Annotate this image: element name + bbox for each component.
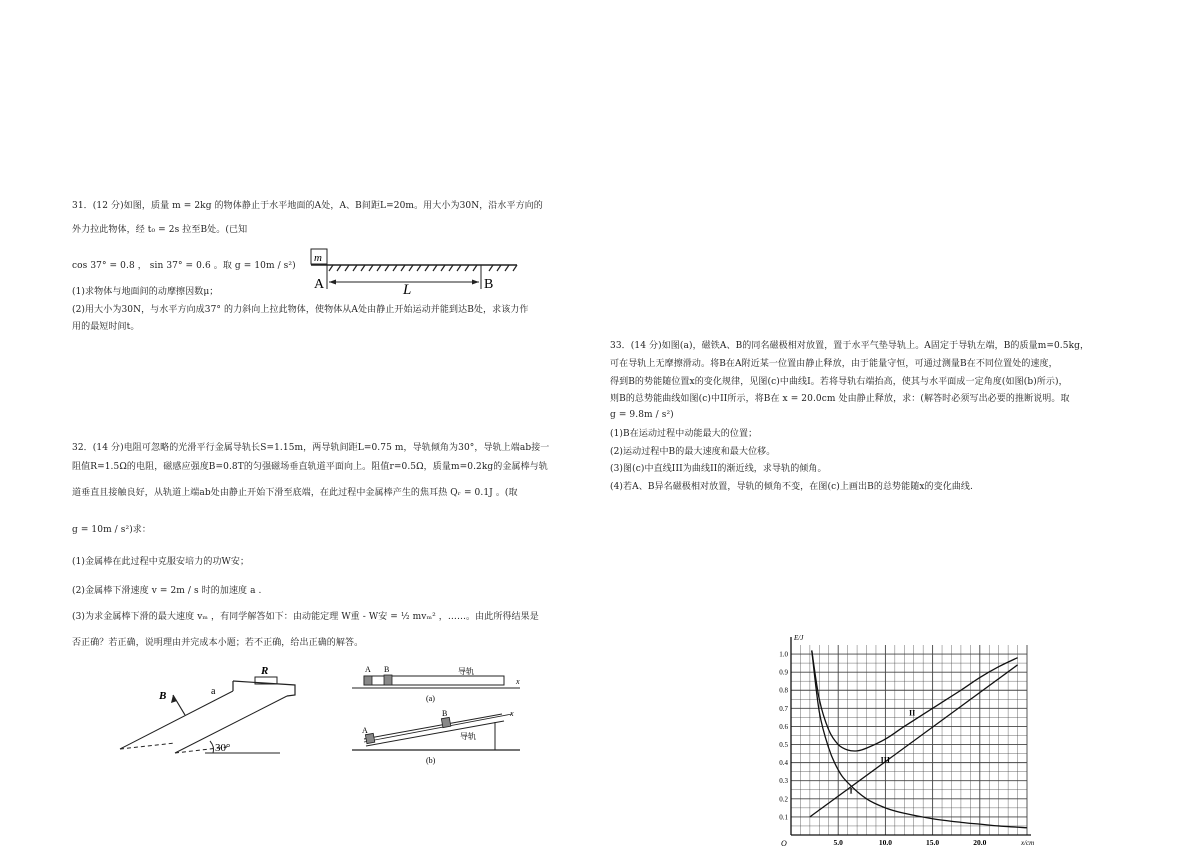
rail-b-bottom [366,721,504,746]
series-label-ii: II [909,708,916,718]
q31-line-6: 用的最短时间t。 [72,322,140,332]
q32-line-1: 32．(14 分)电阻可忽略的光滑平行金属导轨长S=1.15m，两导轨间距L=0.75 m，导轨倾角为30°，导轨上端ab接一 [72,443,550,453]
q32-line-3: 道垂直且接触良好，从轨道上端ab处由静止开始下滑至底端，在此过程中金属棒产生的焦耳热 Qᵣ = 0.1J 。(取 [72,488,518,498]
label-l: L [403,282,412,295]
q31-line-3: cos 37° = 0.8 ， sin 37° = 0.6 。取 g = 10m / s²) [72,261,296,271]
mass-label: m [314,252,322,264]
energy-chart [765,630,1035,849]
label-r: R [261,665,269,677]
q32-line-7: (3)为求金属棒下滑的最大速度 vₘ ，有同学解答如下：由动能定理 W重 - W安 = ½ mvₘ² ，……。由此所得结果是 [72,612,539,622]
q32-line-2: 阻值R=1.5Ω的电阻，磁感应强度B=0.8T的匀强磁场垂直轨道平面向上。阻值r=0.5Ω，质量m=0.2kg的金属棒与轨 [72,462,548,472]
magnet-b-b [441,717,450,727]
y-tick-label: 0.5 [779,741,788,750]
y-tick-label: 0.4 [779,759,788,768]
q33-line-8: (3)图(c)中直线III为曲线II的渐近线，求导轨的倾角。 [610,464,827,474]
q31-line-2: 外力拉此物体，经 t₀ = 2s 拉至B处。(已知 [72,225,248,235]
y-tick-label: 0.2 [779,795,788,804]
axis-label-a: x [516,677,520,686]
q31-line-5: (2)用大小为30N，与水平方向成37° 的力斜向上拉此物体，使物体从A处由静止开始运动并能到达B处，求该力作 [72,305,529,315]
caption-b: (b) [426,756,436,765]
label-b: B [442,709,448,718]
label-angle: 30° [215,742,231,754]
axis-b [364,714,512,742]
y-tick-label: 0.6 [779,722,788,731]
series-line-i [812,650,1027,827]
q32-line-5: (1)金属棒在此过程中克服安培力的功W安； [72,557,250,567]
origin-label: O [781,839,787,848]
label-b: B [159,690,167,702]
x-tick-label: 10.0 [878,838,892,847]
q32-line-8: 否正确？若正确，说明理由并完成本小题；若不正确，给出正确的解答。 [72,638,364,648]
arrow-head-left [329,280,336,285]
caption-a: (a) [426,694,435,703]
y-tick-label: 0.1 [779,813,788,822]
q33-line-5: g = 9.8m / s²) [610,410,674,420]
rail-left-dash [120,743,175,749]
q33-line-9: (4)若A、B异名磁极相对放置，导轨的倾角不变，在图(c)上画出B的总势能随x的变化曲线. [610,482,973,492]
angle-arc [210,741,214,753]
y-tick-label: 0.7 [779,704,788,713]
y-tick-label: 1.0 [779,650,788,659]
arrow-head-right [472,280,479,285]
q33-line-2: 可在导轨上无摩擦滑动。将B在A附近某一位置由静止释放，由于能量守恒，可通过测量B在不同位置处的速度， [610,359,1058,369]
y-tick-label: 0.8 [779,686,788,695]
axis-label-b: x [510,709,514,718]
q31-line-4: (1)求物体与地面间的动摩擦因数μ； [72,287,219,297]
x-tick-label: 20.0 [973,838,987,847]
q31-figure [305,245,525,295]
q33-line-6: (1)B在运动过程中动能最大的位置； [610,429,758,439]
q32-figure [115,663,305,758]
q33-figure-a [350,662,525,704]
q32-line-4: g = 10m / s²)求： [72,525,152,535]
label-a: A [365,665,371,674]
rail-b-top [364,714,502,739]
series-label-iii: III [880,755,891,765]
x-tick-label: 15.0 [926,838,940,847]
rail-right [175,696,287,753]
q32-line-6: (2)金属棒下滑速度 v = 2m / s 时的加速度 a . [72,586,262,596]
q33-line-4: 则B的总势能曲线如图(c)中II所示，将B在 x = 20.0cm 处由静止释放，求：(解答时必须写出必要的推断说明。取 [610,394,1070,404]
q33-line-7: (2)运动过程中B的最大速度和最大位移。 [610,447,776,457]
label-a: a [211,686,216,697]
label-a: A [314,277,325,292]
ground-hatch [329,265,517,271]
rail-label: 导轨 [460,732,476,741]
question-33 [610,338,1150,498]
rail-label: 导轨 [458,667,474,676]
label-b: B [384,665,390,674]
y-axis-label: E/J [794,634,804,642]
question-32 [72,440,592,660]
magnet-b [384,675,392,685]
y-tick-label: 0.3 [779,777,788,786]
q33-figure-b [350,708,525,768]
label-a: A [362,726,368,735]
q33-line-1: 33．(14 分)如图(a)，磁铁A、B的同名磁极相对放置，置于水平气垫导轨上。A固定于导轨左端，B的质量m=0.5kg， [610,341,1090,351]
series-line-ii [812,650,1018,751]
q31-line-1: 31．(12 分)如图，质量 m = 2kg 的物体静止于水平地面的A处，A、B间距L=20m。用大小为30N，沿水平方向的 [72,201,543,211]
y-tick-label: 0.9 [779,668,788,677]
q33-line-3: 得到B的势能随位置x的变化规律，见图(c)中曲线I。若将导轨右端抬高，使其与水平面成一定角度(如图(b)所示)， [610,377,1068,387]
label-b: B [484,277,494,292]
rail-frame [233,681,295,696]
series-label-i: I [849,786,853,796]
magnet-a [364,676,372,685]
x-tick-label: 5.0 [833,838,843,847]
x-axis-label: x/cm [1021,839,1035,847]
